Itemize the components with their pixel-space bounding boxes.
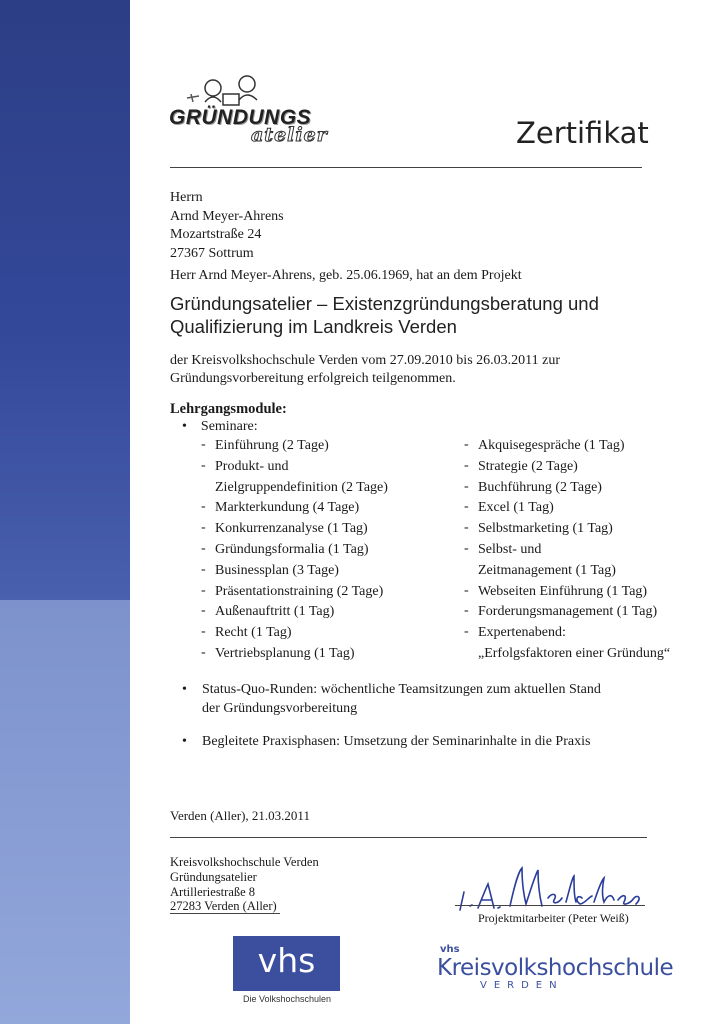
recipient-salutation: Herrn [170,190,203,205]
practice-text: Begleitete Praxisphasen: Umsetzung der Seminarinhalte in die Praxis [202,734,591,749]
module-item [201,582,388,603]
dash-icon: - [201,603,206,619]
kvhs-logo-name: Kreisvolkshochschule [437,955,674,981]
recipient-name: Arnd Meyer-Ahrens [170,208,284,224]
organization-name: Kreisvolkshochschule Verden [170,855,319,869]
dash-icon: - [201,582,206,598]
vhs-logo [233,936,340,991]
dash-icon: - [201,437,206,452]
module-list-left [201,436,388,665]
dash-icon: - [464,499,469,515]
module-item-text: Strategie (2 Tage) [478,458,578,474]
bullet-icon: • [182,734,187,749]
gruendungsatelier-logo [165,72,355,156]
module-item-text: Webseiten Einführung (1 Tag) [478,583,648,599]
dash-icon: - [464,520,469,536]
module-item [201,498,388,519]
project-title-line1: Gründungsatelier – Existenzgründungsberatung und [170,293,599,314]
project-title [170,292,640,338]
module-item-text: Buchführung (2 Tage) [478,479,602,495]
status-quo-line1: Status-Quo-Runden: wöchentliche Teamsitzungen zum aktuellen Stand [202,682,601,697]
module-item [464,457,670,478]
side-band-dark [0,0,130,600]
module-item-text: Forderungsmanagement (1 Tag) [478,604,658,620]
bullet-icon: • [182,419,187,434]
vhs-logo-subtitle: Die Volkshochschulen [243,994,332,1004]
module-item [464,478,670,499]
module-item-text: Außenauftritt (1 Tag) [215,604,335,620]
module-item [464,436,670,457]
dash-icon: - [201,540,206,556]
module-item-text: Gründungsformalia (1 Tag) [215,541,369,557]
dash-icon: - [464,478,469,494]
module-item-text: Konkurrenzanalyse (1 Tag) [215,521,368,537]
header-divider [170,167,642,168]
module-item [464,519,670,540]
module-item [464,644,670,665]
dash-icon: - [201,520,206,536]
footer-divider [170,837,647,838]
practice-item [182,734,632,750]
module-item-text: Markterkundung (4 Tage) [215,500,360,516]
module-item-text: Präsentationstraining (2 Tage) [215,583,384,599]
dash-icon: - [464,603,469,619]
module-item-text: Businessplan (3 Tage) [215,562,339,578]
module-item [464,602,670,623]
module-item-text: Vertriebsplanung (1 Tag) [215,645,355,661]
place-date: Verden (Aller), 21.03.2011 [170,808,310,823]
module-item [464,561,670,582]
dash-icon: - [464,457,469,473]
dash-icon: - [464,437,469,452]
module-item [464,498,670,519]
side-band-light [0,600,130,1024]
dash-icon: - [464,624,469,640]
module-item-text: Produkt- und [215,458,289,474]
recipient-city: 27367 Sottrum [170,245,254,261]
seminars-label [182,419,258,435]
organization-city: 27283 Verden (Aller) [170,899,277,914]
seminars-label-text: Seminare: [200,419,258,434]
module-item [201,478,388,499]
module-item-text: Excel (1 Tag) [478,500,554,516]
module-item-text: Zielgruppendefinition (2 Tage) [215,479,388,495]
organization-underline [170,913,280,914]
organization-address [170,855,319,914]
logo-word-gruendungs: GRÜNDUNGS [169,106,312,129]
module-item [201,644,388,665]
project-title-line2: Qualifizierung im Landkreis Verden [170,316,457,337]
module-item-text: Recht (1 Tag) [215,625,292,641]
module-list-right [464,436,670,665]
participation-line1: der Kreisvolkshochschule Verden vom 27.09.2010 bis 26.03.2011 zur [170,353,560,368]
dash-icon: - [201,499,206,515]
intro-text: Herr Arnd Meyer-Ahrens, geb. 25.06.1969, hat an dem Projekt [170,268,522,283]
module-item [201,436,388,457]
dash-icon: - [201,644,206,660]
module-item [464,540,670,561]
dash-icon: - [464,582,469,598]
bullet-icon: • [182,682,187,697]
participation-line2: Gründungsvorbereitung erfolgreich teilgenommen. [170,371,456,386]
module-item-text: Selbst- und [478,541,542,557]
module-item-text: Einführung (2 Tage) [215,438,329,453]
dash-icon: - [201,624,206,640]
modules-heading: Lehrgangsmodule: [170,401,287,417]
module-item [201,457,388,478]
kvhs-logo-small: vhs [440,944,460,955]
recipient-street: Mozartstraße 24 [170,227,262,242]
dash-icon: - [201,457,206,473]
module-item [201,561,388,582]
recipient-address [170,189,284,263]
module-item [201,602,388,623]
module-item [201,623,388,644]
signature-caption: Projektmitarbeiter (Peter Weiß) [478,911,629,925]
module-item-text: Selbstmarketing (1 Tag) [478,521,613,537]
certificate-title: Zertifikat [516,116,649,150]
module-item [201,540,388,561]
status-quo-line2: der Gründungsvorbereitung [202,701,358,716]
module-item [464,623,670,644]
module-item [201,519,388,540]
vhs-logo-text: vhs [257,941,316,980]
signature-line [455,905,645,906]
module-item-text: Expertenabend: [478,625,566,641]
dash-icon: - [464,540,469,556]
module-item-text: „Erfolgsfaktoren einer Gründung“ [478,645,671,661]
dash-icon: - [201,561,206,577]
module-item [464,582,670,603]
organization-street: Artilleriestraße 8 [170,884,256,899]
module-item-text: Akquisegespräche (1 Tag) [478,438,625,453]
module-item-text: Zeitmanagement (1 Tag) [478,562,616,578]
signature-icon [452,858,652,918]
logo-word-atelier: atelier [251,124,328,146]
participation-text [170,352,630,388]
kvhs-logo-city: VERDEN [480,980,564,991]
status-quo-item [182,680,632,718]
organization-unit: Gründungsatelier [170,869,257,884]
